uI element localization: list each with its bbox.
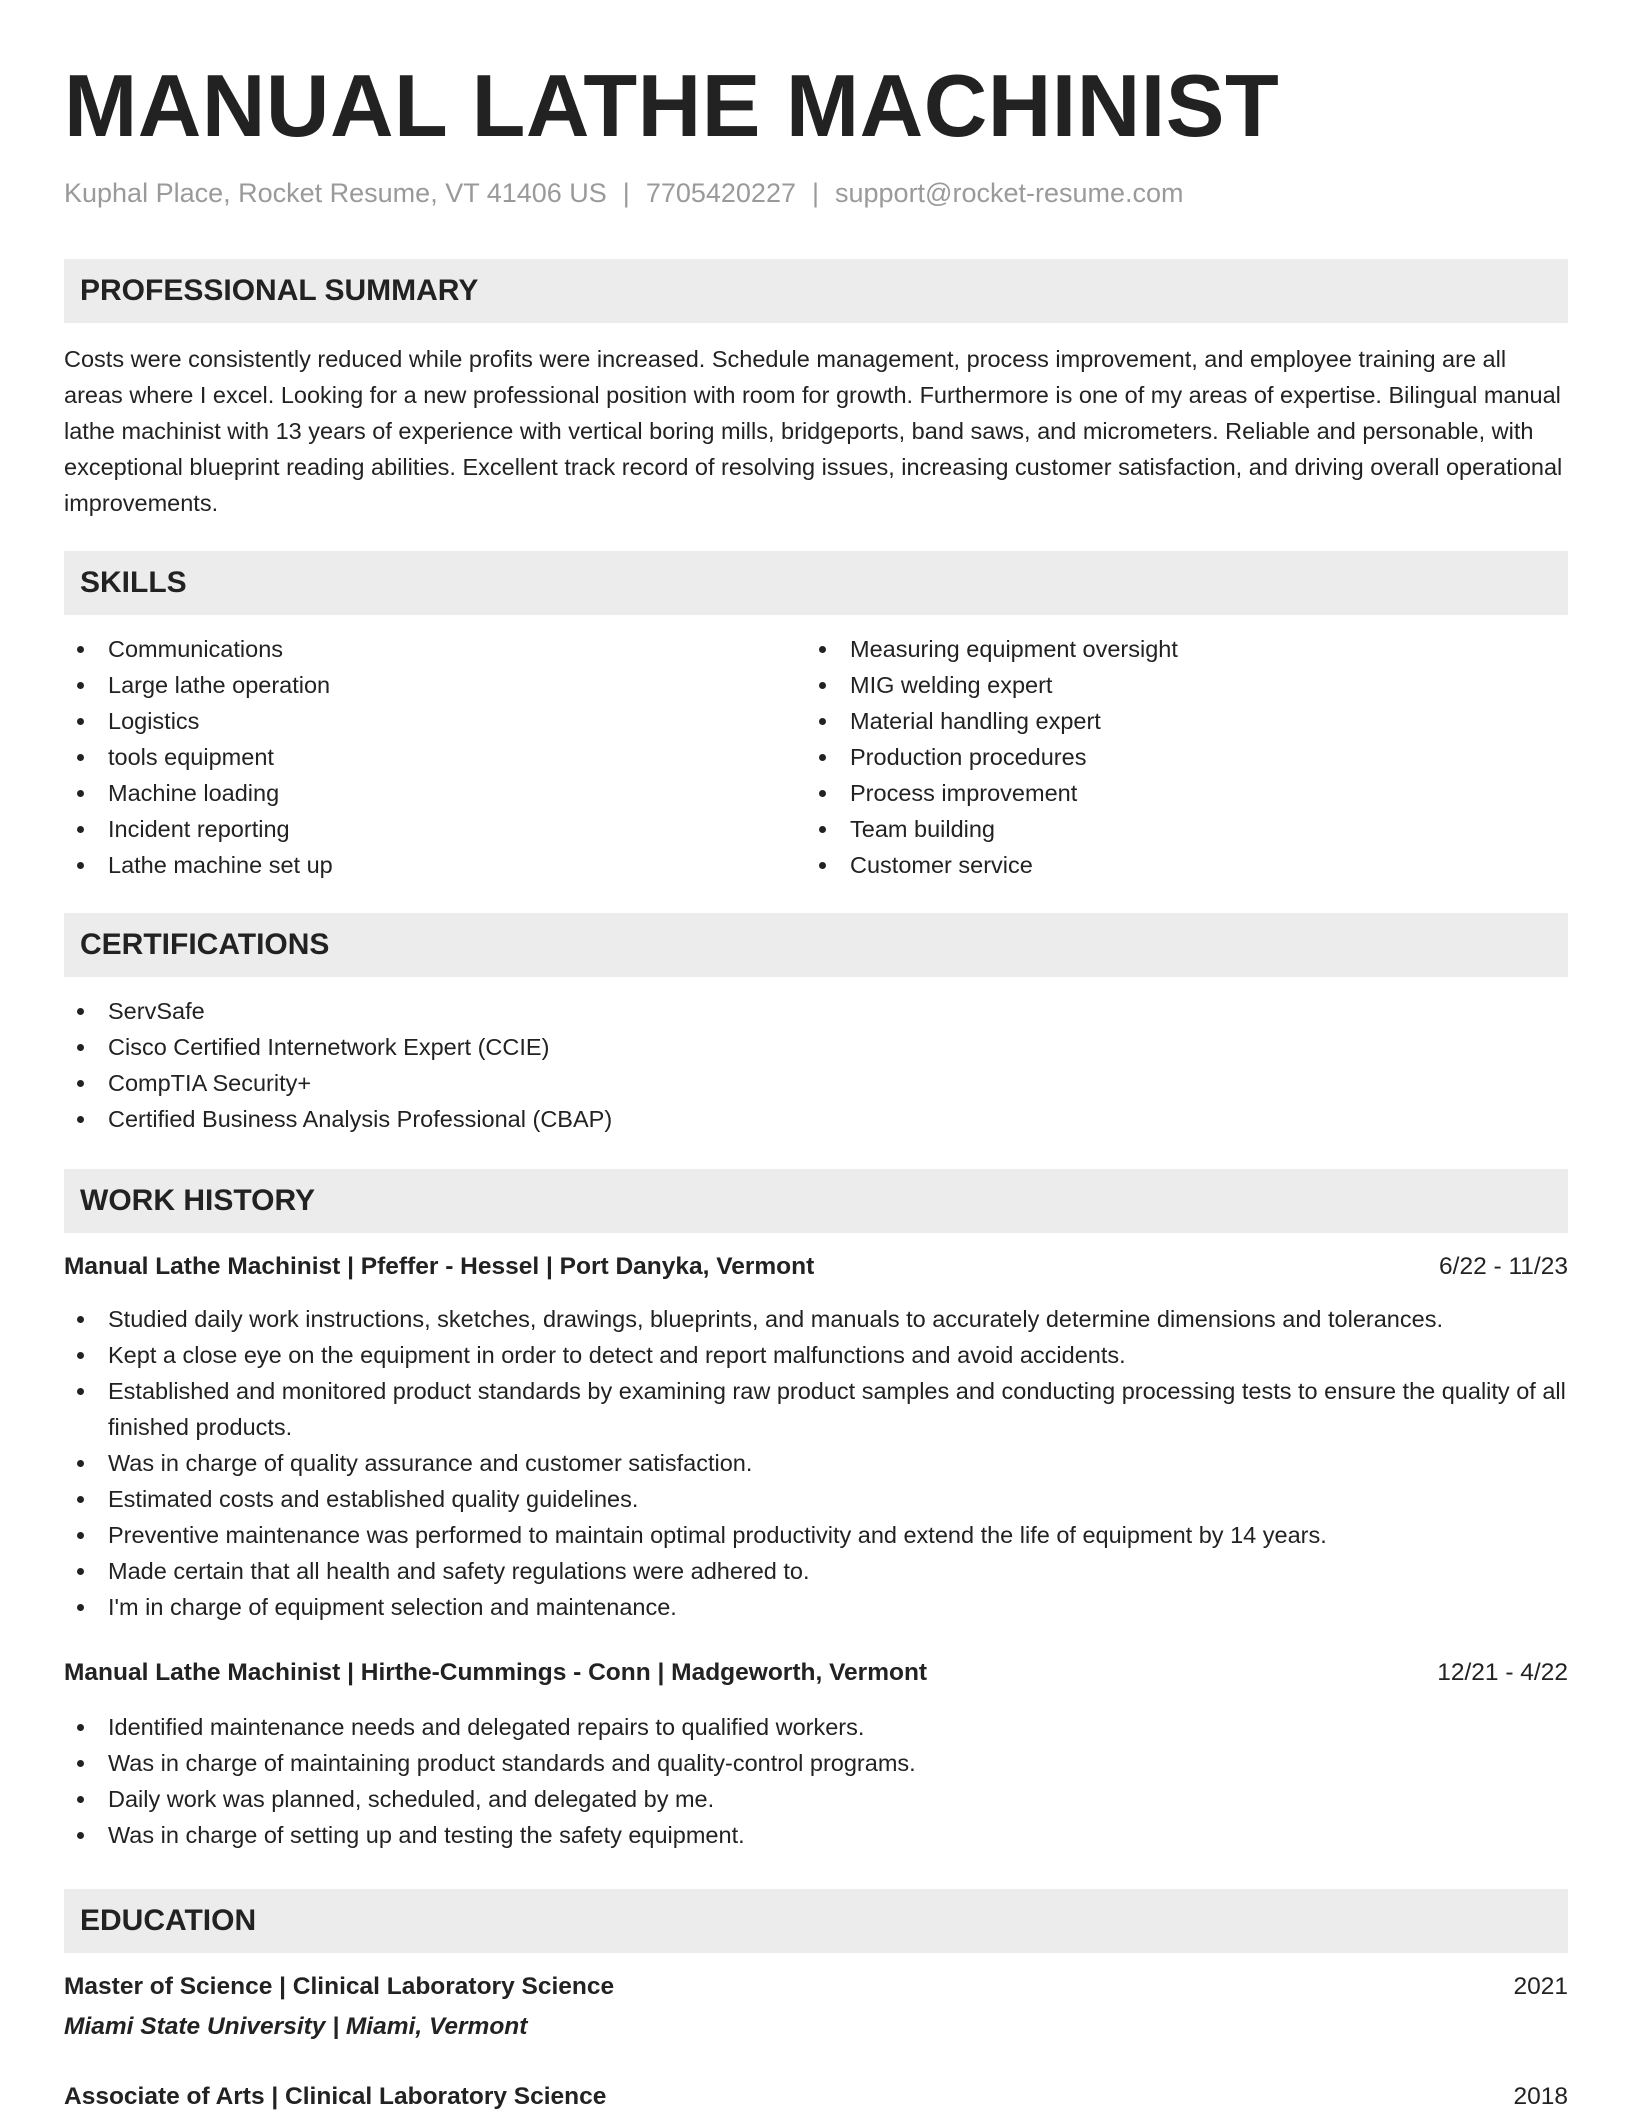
list-item: Measuring equipment oversight <box>806 631 1548 667</box>
job-duties-list <box>64 1301 1568 1625</box>
list-item: Daily work was planned, scheduled, and delegated by me. <box>64 1781 1568 1817</box>
education-header <box>64 1969 1568 2005</box>
list-item: Identified maintenance needs and delegated repairs to qualified workers. <box>64 1709 1568 1745</box>
list-item: Lathe machine set up <box>64 847 806 883</box>
contact-email[interactable]: support@rocket-resume.com <box>835 178 1184 208</box>
skills-list <box>64 631 1568 883</box>
graduation-year: 2021 <box>1513 1973 1568 2000</box>
list-item: Studied daily work instructions, sketches, drawings, blueprints, and manuals to accurately determine dimensions and tolerances. <box>64 1301 1568 1337</box>
job-header <box>64 1249 1568 1285</box>
job-header <box>64 1655 1568 1691</box>
job-title: Manual Lathe Machinist | Hirthe-Cummings - Conn | Madgeworth, Vermont <box>64 1659 928 1686</box>
education-header <box>64 2079 1568 2115</box>
list-item: Kept a close eye on the equipment in order to detect and report malfunctions and avoid accidents. <box>64 1337 1568 1373</box>
work-history-heading: WORK HISTORY <box>64 1169 1568 1233</box>
school-name: Miami State University | Miami, Vermont <box>64 2013 528 2040</box>
list-item: Made certain that all health and safety regulations were adhered to. <box>64 1553 1568 1589</box>
list-item: Team building <box>806 811 1548 847</box>
list-item: Preventive maintenance was performed to maintain optimal productivity and extend the life of equipment by 14 years. <box>64 1517 1568 1553</box>
list-item: I'm in charge of equipment selection and maintenance. <box>64 1589 1568 1625</box>
summary-text: Costs were consistently reduced while profits were increased. Schedule management, process improvement, and employee training are all areas where I excel. Looking for a new professional position with room for growth. Furthermore is one of my areas of expertise. Bilingual manual lathe machinist with 13 years of experience with vertical boring mills, bridgeports, band saws, and micrometers. Reliable and personable, with exceptional blueprint reading abilities. Excellent track record of resolving issues, increasing customer satisfaction, and driving overall operational improvements. <box>64 346 1563 516</box>
certifications-heading: CERTIFICATIONS <box>64 913 1568 977</box>
degree-title: Associate of Arts | Clinical Laboratory Science <box>64 2083 607 2110</box>
job-dates: 12/21 - 4/22 <box>1437 1659 1568 1686</box>
list-item: Cisco Certified Internetwork Expert (CCIE) <box>64 1029 1568 1065</box>
list-item: ServSafe <box>64 993 1568 1029</box>
skills-heading: SKILLS <box>64 551 1568 615</box>
list-item: MIG welding expert <box>806 667 1548 703</box>
graduation-year: 2018 <box>1513 2083 1568 2110</box>
contact-separator: | <box>622 178 630 208</box>
list-item: Large lathe operation <box>64 667 806 703</box>
job-title: Manual Lathe Machinist | Pfeffer - Hessel | Port Danyka, Vermont <box>64 1253 815 1280</box>
list-item: Customer service <box>806 847 1548 883</box>
list-item: Material handling expert <box>806 703 1548 739</box>
list-item: Was in charge of maintaining product standards and quality-control programs. <box>64 1745 1568 1781</box>
list-item: Communications <box>64 631 806 667</box>
contact-line <box>64 178 1568 209</box>
job-dates: 6/22 - 11/23 <box>1439 1253 1568 1280</box>
list-item: Was in charge of setting up and testing the safety equipment. <box>64 1817 1568 1853</box>
degree-title: Master of Science | Clinical Laboratory Science <box>64 1973 615 2000</box>
list-item: Established and monitored product standards by examining raw product samples and conducting processing tests to ensure the quality of all finished products. <box>64 1373 1568 1445</box>
education-heading: EDUCATION <box>64 1889 1568 1953</box>
list-item: Logistics <box>64 703 806 739</box>
contact-address: Kuphal Place, Rocket Resume, VT 41406 US <box>64 178 607 208</box>
job-duties-list <box>64 1709 1568 1853</box>
contact-separator: | <box>811 178 819 208</box>
contact-phone: 7705420227 <box>645 178 796 208</box>
list-item: Incident reporting <box>64 811 806 847</box>
page-title: MANUAL LATHE MACHINIST <box>64 56 1280 155</box>
list-item: Certified Business Analysis Professional (CBAP) <box>64 1101 1568 1137</box>
list-item: CompTIA Security+ <box>64 1065 1568 1101</box>
list-item: Process improvement <box>806 775 1548 811</box>
list-item: tools equipment <box>64 739 806 775</box>
skills-column-left <box>64 631 806 883</box>
summary-heading: PROFESSIONAL SUMMARY <box>64 259 1568 323</box>
skills-column-right <box>806 631 1548 883</box>
certifications-list <box>64 993 1568 1137</box>
list-item: Machine loading <box>64 775 806 811</box>
list-item: Was in charge of quality assurance and customer satisfaction. <box>64 1445 1568 1481</box>
list-item: Estimated costs and established quality guidelines. <box>64 1481 1568 1517</box>
list-item: Production procedures <box>806 739 1548 775</box>
